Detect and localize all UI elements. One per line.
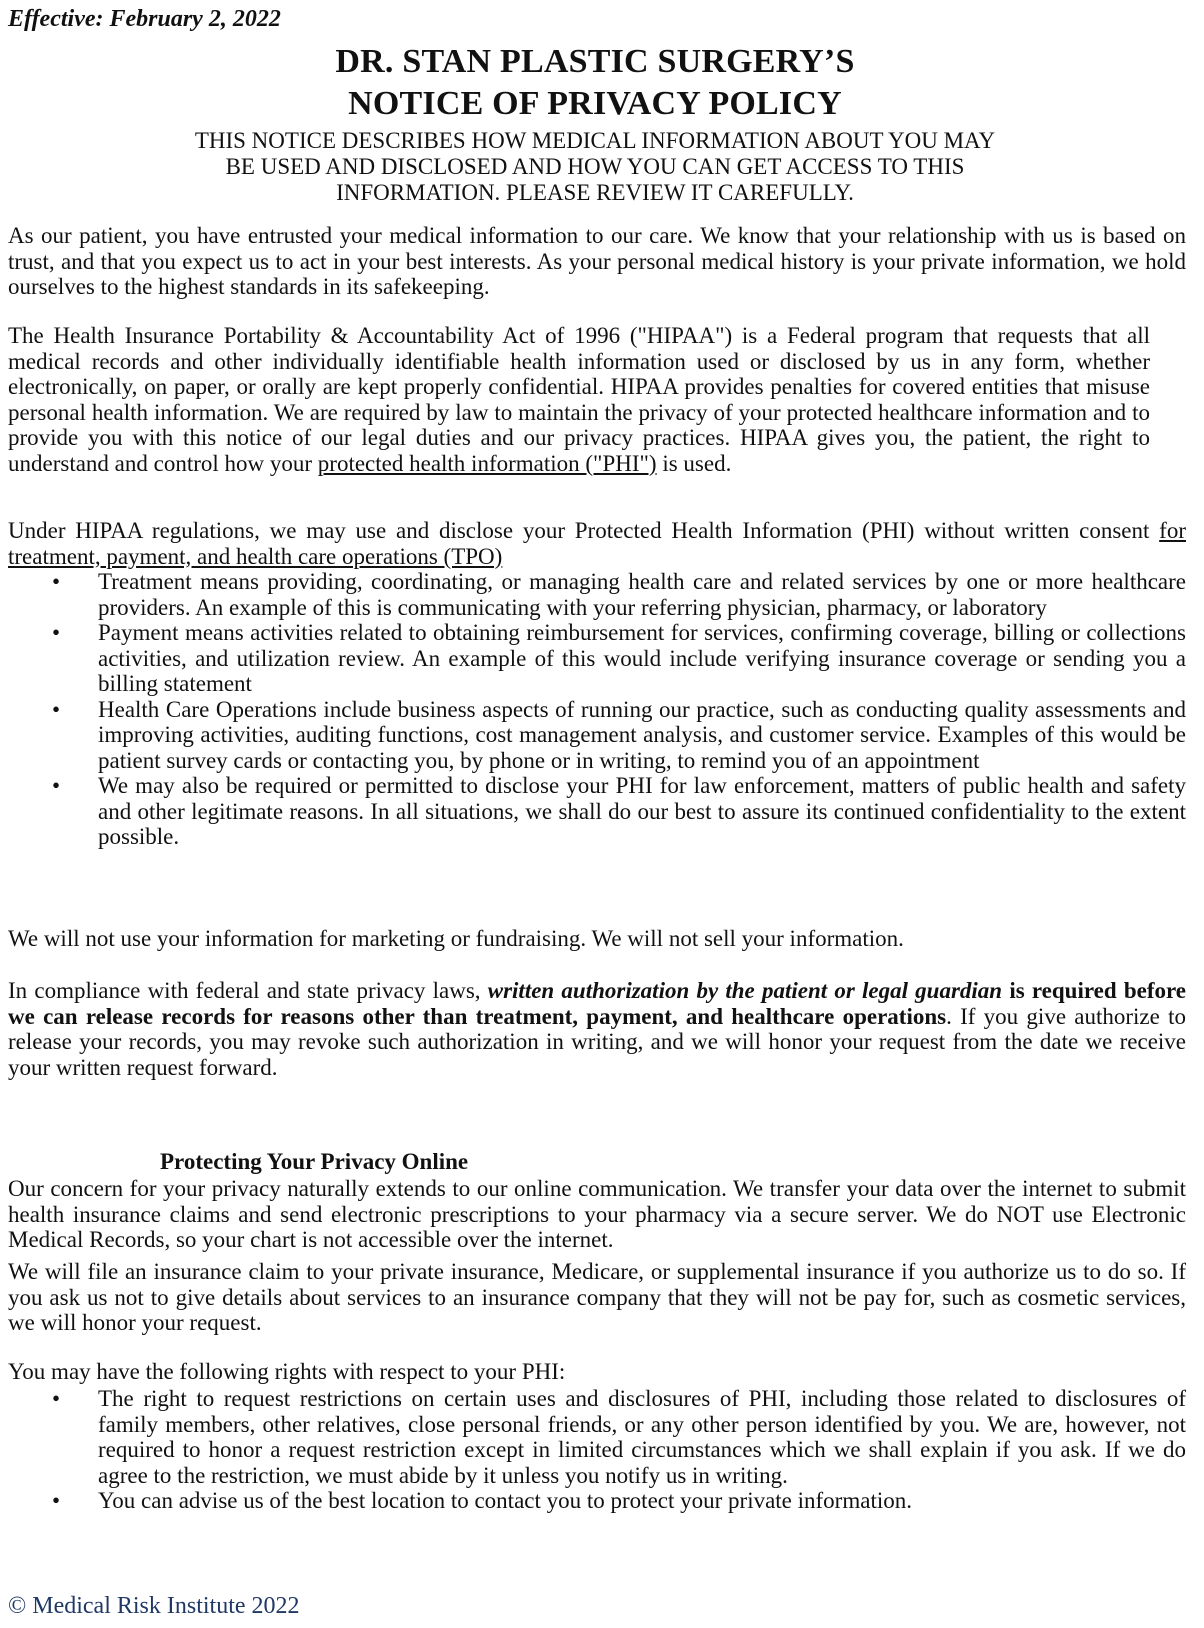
authorization-emphasis: written authorization by the patient or legal guardian: [487, 978, 1003, 1003]
insurance-text: We will file an insurance claim to your private insurance, Medicare, or supplemental insurance if you authorize us to do so. If you ask us not to give details about services to an insurance company that they will not be pay for, such as cosmetic services, we will honor your request.: [8, 1259, 1186, 1335]
subtitle-line-2: BE USED AND DISCLOSED AND HOW YOU CAN GET ACCESS TO THIS: [225, 154, 965, 179]
tpo-paragraph: [8, 518, 1186, 569]
rights-paragraph: [8, 1359, 1186, 1385]
tpo-item-other: We may also be required or permitted to disclose your PHI for law enforcement, matters of public health and safety and other legitimate reasons. In all situations, we shall do our best to assure its continued confidentiality to the extent possible.: [98, 773, 1186, 849]
hipaa-paragraph: [8, 323, 1150, 476]
list-item: [0, 620, 1186, 697]
notice-subtitle: [0, 128, 1190, 206]
tpo-underlined-term: for treatment, payment, and health care operations (TPO): [8, 518, 1186, 569]
rights-item-restrictions: The right to request restrictions on certain uses and disclosures of PHI, including those related to disclosures of family members, other relatives, close personal friends, or any other person identified by you. We are, however, not required to honor a request restriction except in limited circumstances which we shall explain if you ask. If we do agree to the restriction, we must abide by it unless you notify us in writing.: [98, 1386, 1186, 1488]
insurance-paragraph: [8, 1259, 1186, 1336]
authorization-paragraph: [8, 978, 1186, 1080]
bullet-icon: •: [52, 773, 61, 798]
online-privacy-heading: Protecting Your Privacy Online: [160, 1149, 469, 1174]
list-item: [0, 773, 1186, 850]
rights-item-contact-location: You can advise us of the best location to contact you to protect your private information.: [98, 1488, 912, 1513]
tpo-list: [0, 569, 1186, 850]
authorization-lead: In compliance with federal and state privacy laws,: [8, 978, 488, 1003]
list-item: [0, 1488, 1186, 1514]
marketing-text: We will not use your information for marketing or fundraising. We will not sell your information.: [8, 926, 904, 951]
online-paragraph: [8, 1176, 1186, 1253]
list-item: [0, 1386, 1186, 1488]
list-item: [0, 569, 1186, 620]
bullet-icon: •: [52, 696, 61, 722]
bullet-icon: •: [52, 1386, 61, 1411]
title-line-2: NOTICE OF PRIVACY POLICY: [348, 85, 842, 122]
hipaa-text: The Health Insurance Portability & Accountability Act of 1996 ("HIPAA") is a Federal program that requests that all medical records and other individually identifiable health information used or disclosed by us in any form, whether electronically, on paper, or orally are kept properly confidential. HIPAA provides penalties for covered entities that misuse personal health information. We are required by law to maintain the privacy of your protected healthcare information and to provide you with this notice of our legal duties and our privacy practices. HIPAA gives you, the patient, the right to understand and control how your: [8, 323, 1150, 476]
authorization-bold: is required before we can release records for reasons other than treatment, payment, and healthcare operations: [8, 978, 1186, 1029]
tpo-text: Under HIPAA regulations, we may use and disclose your Protected Health Information (PHI) without written consent: [8, 518, 1160, 543]
tpo-item-treatment: Treatment means providing, coordinating, or managing health care and related services by one or more healthcare providers. An example of this is communicating with your referring physician, pharmacy, or laboratory: [98, 569, 1186, 620]
marketing-paragraph: [8, 926, 1186, 952]
online-text: Our concern for your privacy naturally extends to our online communication. We transfer your data over the internet to submit health insurance claims and send electronic prescriptions to your pharmacy via a secure server. We do NOT use Electronic Medical Records, so your chart is not accessible over the internet.: [8, 1176, 1186, 1252]
title-line-1: DR. STAN PLASTIC SURGERY’S: [335, 43, 855, 80]
copyright-footer: © Medical Risk Institute 2022: [8, 1593, 300, 1619]
rights-text: You may have the following rights with respect to your PHI:: [8, 1359, 566, 1384]
rights-list: [0, 1386, 1186, 1514]
list-item: [0, 697, 1186, 774]
intro-text: As our patient, you have entrusted your medical information to our care. We know that your relationship with us is based on trust, and that you expect us to act in your best interests. As your personal medical history is your private information, we hold ourselves to the highest standards in its safekeeping.: [8, 223, 1186, 299]
bullet-icon: •: [52, 620, 61, 645]
phi-underlined-term: protected health information ("PHI"): [317, 450, 657, 476]
authorization-tail: . If you give authorize to release your records, you may revoke such authorization in writing, and we will honor your request from the date we receive your written request forward.: [8, 1003, 1186, 1080]
bullet-icon: •: [52, 569, 61, 594]
tpo-item-payment: Payment means activities related to obtaining reimbursement for services, confirming coverage, billing or collections activities, and utilization review. An example of this would include verifying insurance coverage or sending you a billing statement: [98, 620, 1186, 696]
intro-paragraph: [8, 223, 1186, 300]
hipaa-tail: is used.: [656, 450, 732, 476]
subtitle-line-3: INFORMATION. PLEASE REVIEW IT CAREFULLY.: [336, 180, 854, 205]
subtitle-line-1: THIS NOTICE DESCRIBES HOW MEDICAL INFORMATION ABOUT YOU MAY: [194, 128, 996, 153]
effective-date: Effective: February 2, 2022: [8, 6, 281, 32]
document-title: [0, 41, 1190, 125]
tpo-item-operations: Health Care Operations include business aspects of running our practice, such as conducting quality assessments and improving activities, auditing functions, cost management analysis, and customer service. Examples of this would be patient survey cards or contacting you, by phone or in writing, to remind you of an appointment: [98, 696, 1186, 773]
bullet-icon: •: [52, 1488, 61, 1513]
